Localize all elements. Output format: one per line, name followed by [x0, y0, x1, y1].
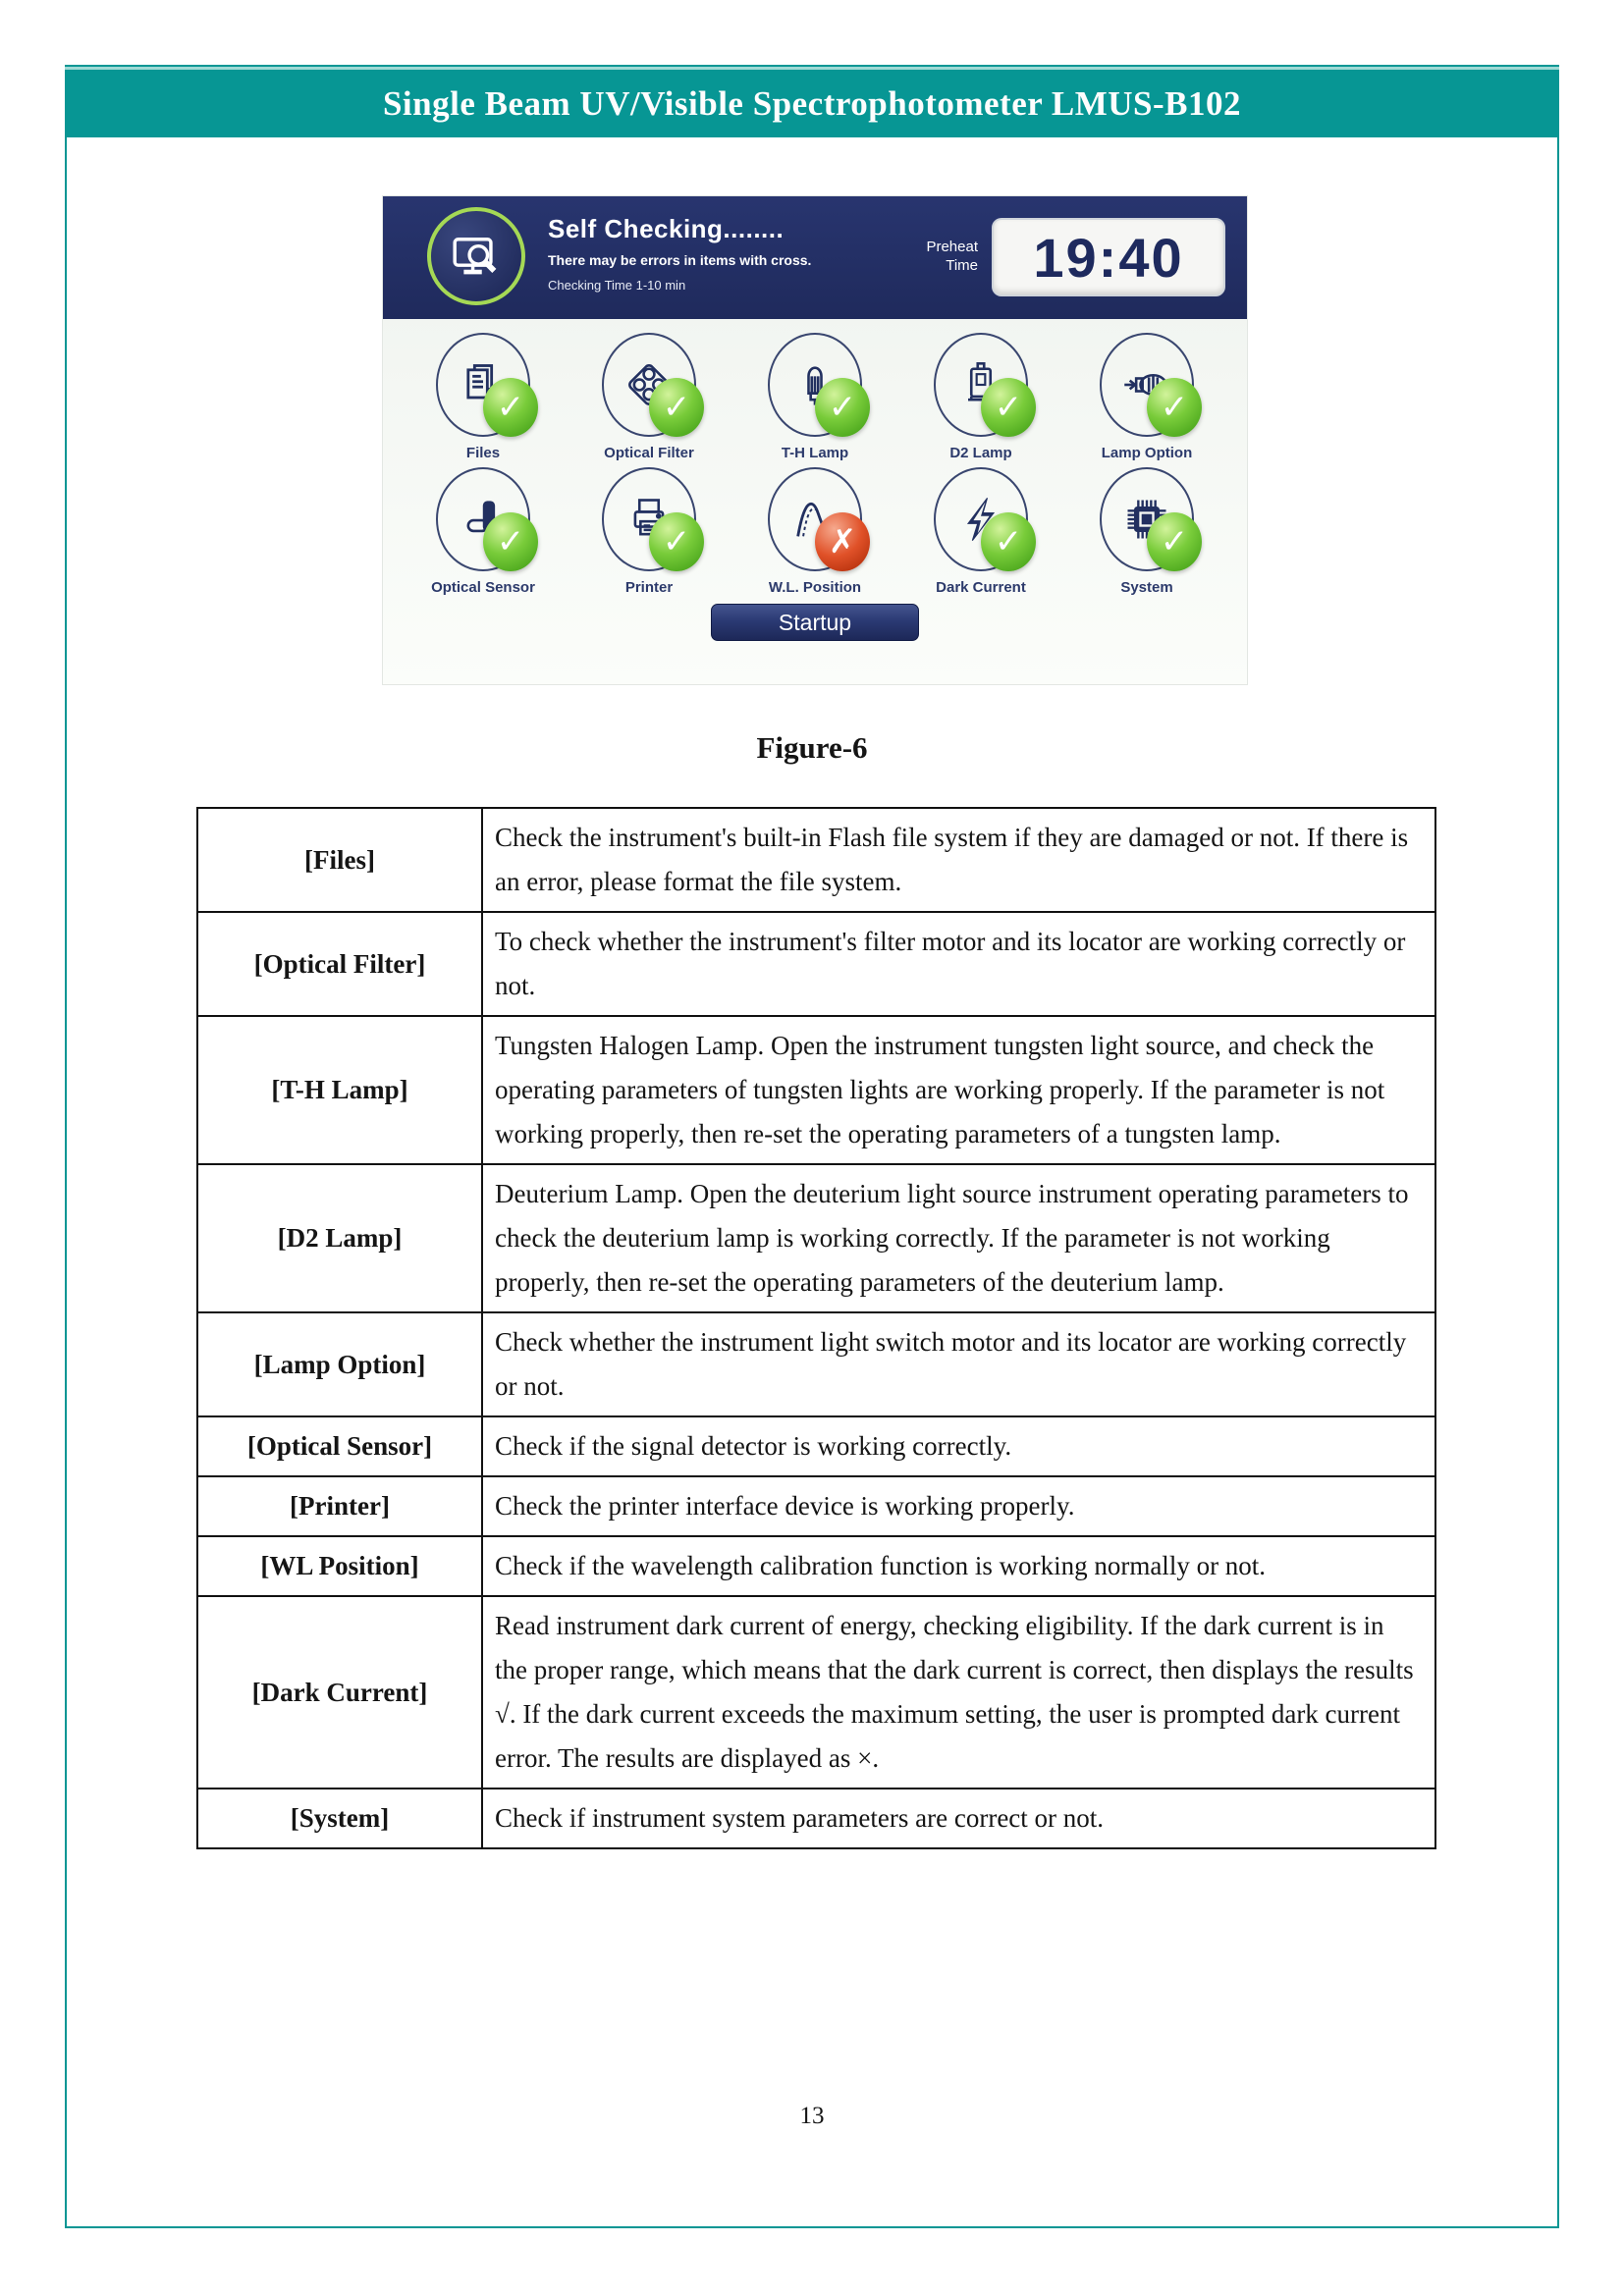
self-check-row-2 — [408, 467, 1221, 596]
table-row — [197, 1416, 1435, 1476]
status-badge: ✓ — [1147, 512, 1202, 571]
description-cell: Check if the wavelength calibration function is working normally or not. — [482, 1536, 1435, 1596]
check-item-optical-sensor: ✓ Optical Sensor — [408, 467, 558, 596]
table-row — [197, 1536, 1435, 1596]
startup-button: Startup — [711, 604, 919, 641]
table-row — [197, 1789, 1435, 1848]
description-cell: Deuterium Lamp. Open the deuterium light source instrument operating parameters to check the deuterium lamp is working correctly. If the parameter is not working properly, then re-set the operating parameters of the deuterium lamp. — [482, 1164, 1435, 1312]
table-row — [197, 1596, 1435, 1789]
check-item-system: ✓ System — [1072, 467, 1221, 596]
preheat-block — [903, 218, 1225, 296]
status-badge: ✗ — [815, 512, 870, 571]
preheat-timer-display: 19:40 — [992, 218, 1225, 296]
description-cell: Check the printer interface device is working properly. — [482, 1476, 1435, 1536]
figure-caption: Figure-6 — [756, 730, 868, 765]
device-screenshot — [383, 196, 1247, 684]
term-cell: [Optical Filter] — [197, 912, 482, 1016]
term-cell: [Files] — [197, 808, 482, 912]
checking-time-text: Checking Time 1-10 min — [548, 278, 686, 293]
description-cell: Tungsten Halogen Lamp. Open the instrument tungsten light source, and check the operating parameters of tungsten lights are working properly. If the parameter is not working properly, then re-set the operating parameters of a tungsten lamp. — [482, 1016, 1435, 1164]
table-row — [197, 1476, 1435, 1536]
term-cell: [System] — [197, 1789, 482, 1848]
preheat-label: Preheat Time — [926, 239, 978, 274]
self-check-monitor-icon — [427, 207, 525, 305]
status-badge: ✓ — [483, 512, 538, 571]
table-row — [197, 808, 1435, 912]
self-check-header — [383, 196, 1247, 319]
status-badge: ✓ — [981, 512, 1036, 571]
term-cell: [T-H Lamp] — [197, 1016, 482, 1164]
self-check-subtitle: There may be errors in items with cross. — [548, 252, 812, 268]
check-item-files: ✓ Files — [408, 333, 558, 461]
description-cell: To check whether the instrument's filter motor and its locator are working correctly or not. — [482, 912, 1435, 1016]
status-badge: ✓ — [649, 378, 704, 437]
status-badge: ✓ — [483, 378, 538, 437]
check-item-optical-filter: ✓ Optical Filter — [574, 333, 724, 461]
term-cell: [Optical Sensor] — [197, 1416, 482, 1476]
description-cell: Check if instrument system parameters are correct or not. — [482, 1789, 1435, 1848]
status-badge: ✓ — [1147, 378, 1202, 437]
check-item-d2-lamp: ✓ D2 Lamp — [906, 333, 1056, 461]
description-cell: Check the instrument's built-in Flash file system if they are damaged or not. If there is an error, please format the file system. — [482, 808, 1435, 912]
term-cell: [WL Position] — [197, 1536, 482, 1596]
document-header — [65, 67, 1559, 137]
check-item-dark-current: ✓ Dark Current — [906, 467, 1056, 596]
status-badge: ✓ — [815, 378, 870, 437]
term-cell: [Printer] — [197, 1476, 482, 1536]
self-check-description-table — [196, 807, 1436, 1849]
table-row — [197, 1016, 1435, 1164]
table-row — [197, 1164, 1435, 1312]
check-item-printer: ✓ Printer — [574, 467, 724, 596]
self-check-items — [383, 319, 1247, 596]
check-item-th-lamp: ✓ T-H Lamp — [740, 333, 890, 461]
table-row — [197, 912, 1435, 1016]
description-cell: Check if the signal detector is working correctly. — [482, 1416, 1435, 1476]
startup-row — [383, 604, 1247, 641]
page-title: Single Beam UV/Visible Spectrophotometer LMUS-B102 — [382, 83, 1242, 123]
self-check-title: Self Checking........ — [548, 214, 785, 243]
status-badge: ✓ — [649, 512, 704, 571]
status-badge: ✓ — [981, 378, 1036, 437]
page-number: 13 — [799, 2103, 825, 2129]
description-cell: Check whether the instrument light switch motor and its locator are working correctly or not. — [482, 1312, 1435, 1416]
self-check-row-1 — [408, 333, 1221, 461]
term-cell: [D2 Lamp] — [197, 1164, 482, 1312]
self-check-text — [548, 214, 811, 293]
table-row — [197, 1312, 1435, 1416]
description-cell: Read instrument dark current of energy, checking eligibility. If the dark current is in the proper range, which means that the dark current is correct, then displays the results √. If the dark current exceeds the maximum setting, the user is prompted dark current error. The results are displayed as ×. — [482, 1596, 1435, 1789]
term-cell: [Dark Current] — [197, 1596, 482, 1789]
term-cell: [Lamp Option] — [197, 1312, 482, 1416]
check-item-wl-position: ✗ W.L. Position — [740, 467, 890, 596]
check-item-lamp-option: ✓ Lamp Option — [1072, 333, 1221, 461]
